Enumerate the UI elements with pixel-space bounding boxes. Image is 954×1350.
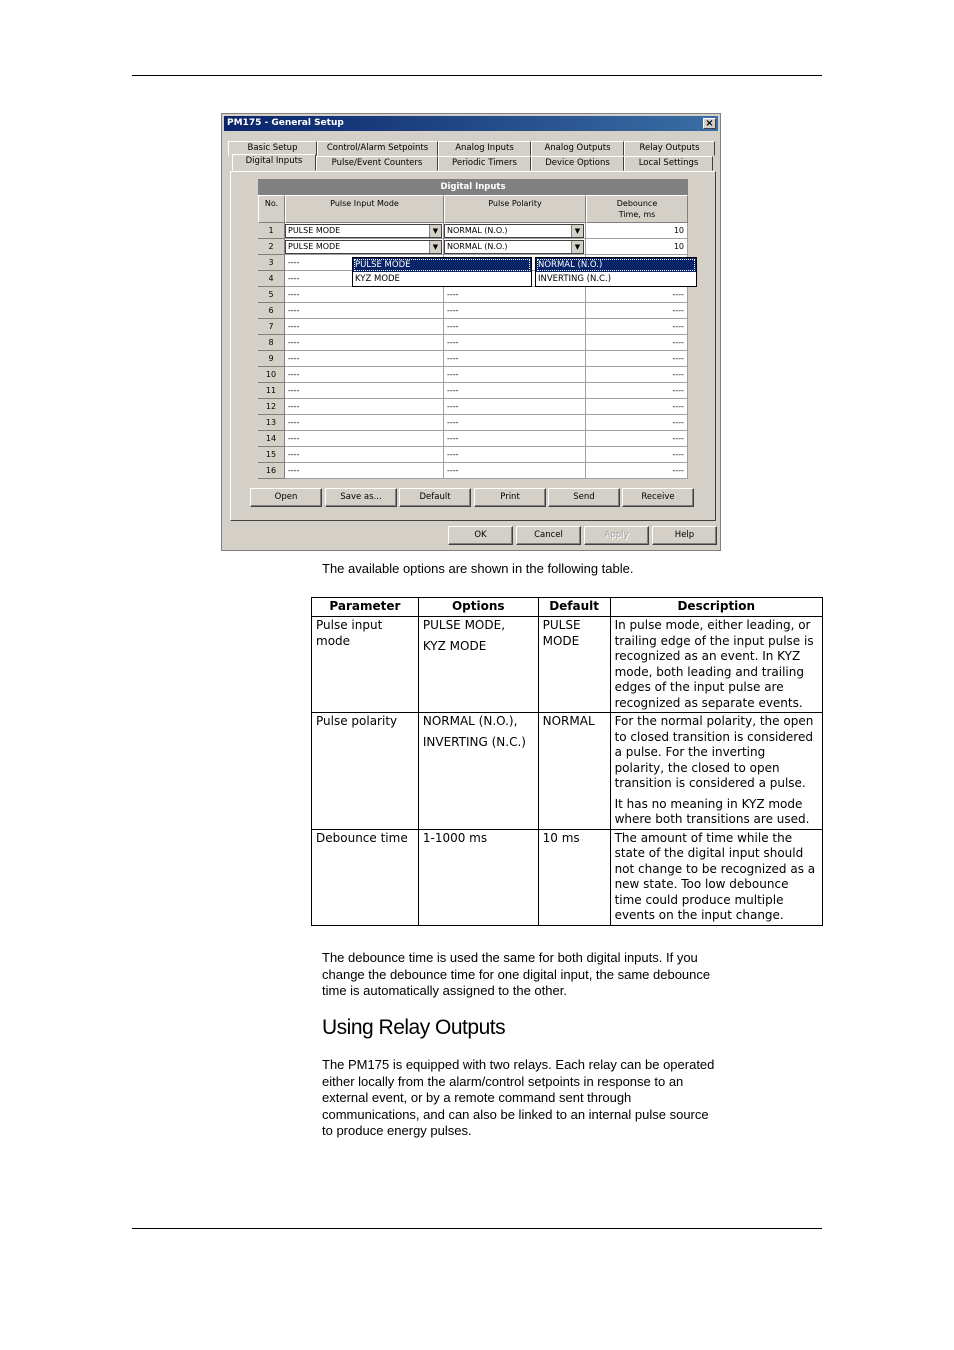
pulse-polarity-cell[interactable]: ---- (444, 319, 586, 335)
pulse-polarity-cell[interactable]: ---- (444, 303, 586, 319)
description-cell: In pulse mode, either leading, or trailing edge of the input pulse is recognized as an event. In KYZ mode, both leading and trailing edges of the input pulse are recognized as separate events. (610, 617, 822, 713)
dialog-title-bar[interactable] (224, 116, 718, 131)
column-header-pulse-polarity: Pulse Polarity (444, 195, 586, 223)
options-cell (418, 617, 538, 713)
header-rule (132, 75, 822, 76)
pulse-polarity-cell[interactable]: ---- (444, 431, 586, 447)
debounce-time-cell[interactable]: ---- (586, 431, 688, 447)
pulse-input-mode-cell[interactable]: ---- (285, 319, 444, 335)
parameter-cell: Pulse input mode (312, 617, 419, 713)
option-value: NORMAL (N.O.), (422, 714, 518, 728)
save-as-button[interactable]: Save as... (325, 488, 397, 507)
tab-analog-inputs[interactable]: Analog Inputs (438, 141, 531, 156)
tab-pulse-event-counters[interactable]: Pulse/Event Counters (316, 156, 438, 171)
table-row (258, 447, 688, 463)
chevron-down-icon[interactable]: ▼ (429, 241, 441, 253)
table-row (258, 319, 688, 335)
select-value: PULSE MODE (288, 242, 341, 251)
row-number: 7 (258, 319, 285, 335)
dropdown-option-pulse-mode[interactable]: PULSE MODE (353, 258, 531, 272)
general-setup-dialog (221, 113, 721, 551)
row-number: 12 (258, 399, 285, 415)
pulse-mode-dropdown-list[interactable] (352, 257, 532, 287)
table-row (258, 399, 688, 415)
pulse-polarity-cell[interactable]: ---- (444, 399, 586, 415)
send-button[interactable]: Send (548, 488, 620, 507)
column-header-debounce-time: Debounce Time, ms (586, 195, 688, 223)
pulse-polarity-cell[interactable]: ---- (444, 383, 586, 399)
table-header-parameter: Parameter (312, 598, 419, 617)
table-row (258, 431, 688, 447)
row-number: 10 (258, 367, 285, 383)
column-header-pulse-input-mode: Pulse Input Mode (285, 195, 444, 223)
table-row (258, 239, 688, 255)
tab-relay-outputs[interactable]: Relay Outputs (624, 141, 715, 156)
parameter-cell: Debounce time (312, 829, 419, 925)
debounce-time-cell[interactable]: 10 (586, 239, 688, 255)
debounce-time-cell[interactable]: ---- (586, 319, 688, 335)
chevron-down-icon[interactable]: ▼ (571, 241, 583, 253)
pulse-input-mode-cell[interactable]: ---- (285, 431, 444, 447)
tab-basic-setup[interactable]: Basic Setup (228, 141, 317, 156)
debounce-time-cell[interactable]: ---- (586, 335, 688, 351)
pulse-input-mode-cell[interactable]: ---- (285, 287, 444, 303)
receive-button[interactable]: Receive (622, 488, 694, 507)
pulse-input-mode-cell[interactable]: ---- (285, 367, 444, 383)
default-cell: 10 ms (538, 829, 610, 925)
options-cell (418, 713, 538, 830)
pulse-polarity-cell[interactable]: ---- (444, 367, 586, 383)
row-number: 16 (258, 463, 285, 479)
default-cell: NORMAL (538, 713, 610, 830)
pulse-input-mode-cell[interactable]: ---- (285, 447, 444, 463)
description-cell (610, 713, 822, 830)
row-number: 9 (258, 351, 285, 367)
select-value: NORMAL (N.O.) (447, 226, 508, 235)
row-number: 8 (258, 335, 285, 351)
option-value: INVERTING (N.C.) (422, 734, 526, 749)
debounce-note: The debounce time is used the same for both digital inputs. If you change the debounce time for one digital input, the same debounce time is automatically assigned to the other. (322, 950, 711, 998)
table-row (258, 367, 688, 383)
table-header-default: Default (538, 598, 610, 617)
row-number: 2 (258, 239, 285, 255)
apply-button[interactable]: Apply (584, 526, 649, 545)
dropdown-option-kyz-mode[interactable]: KYZ MODE (355, 274, 400, 284)
row-number: 6 (258, 303, 285, 319)
tab-digital-inputs[interactable]: Digital Inputs (232, 154, 316, 171)
pulse-polarity-cell[interactable]: ---- (444, 463, 586, 479)
option-value: KYZ MODE (422, 638, 487, 653)
pulse-input-mode-cell[interactable]: ---- (285, 271, 444, 287)
description-paragraph: For the normal polarity, the open to closed transition is considered a pulse. For the inverting polarity, the closed to open transition is considered a pulse. (614, 714, 814, 790)
cancel-button[interactable]: Cancel (516, 526, 581, 545)
print-button[interactable]: Print (474, 488, 546, 507)
debounce-time-cell[interactable]: ---- (586, 367, 688, 383)
row-number: 15 (258, 447, 285, 463)
option-value: PULSE MODE, (422, 618, 506, 632)
debounce-time-cell[interactable]: ---- (586, 383, 688, 399)
row-number: 1 (258, 223, 285, 239)
table-row (258, 223, 688, 239)
pulse-input-mode-cell[interactable]: ---- (285, 335, 444, 351)
debounce-time-cell[interactable]: ---- (586, 447, 688, 463)
pulse-polarity-cell[interactable]: ---- (444, 447, 586, 463)
ok-button[interactable]: OK (448, 526, 513, 545)
row-number: 14 (258, 431, 285, 447)
pulse-input-mode-cell[interactable] (285, 239, 444, 255)
table-header-description: Description (610, 598, 822, 617)
debounce-time-cell[interactable]: 10 (586, 223, 688, 239)
pulse-polarity-cell[interactable] (444, 239, 586, 255)
table-header-options: Options (418, 598, 538, 617)
debounce-time-cell[interactable]: ---- (586, 463, 688, 479)
row-number: 13 (258, 415, 285, 431)
dropdown-option-inverting[interactable]: INVERTING (N.C.) (538, 274, 612, 284)
tab-device-options[interactable]: Device Options (531, 156, 624, 171)
pulse-input-mode-select[interactable] (285, 240, 442, 254)
pulse-polarity-select[interactable] (444, 224, 584, 238)
debounce-time-cell[interactable]: ---- (586, 399, 688, 415)
table-row (258, 383, 688, 399)
pulse-input-mode-select[interactable] (285, 224, 442, 238)
chevron-down-icon[interactable]: ▼ (571, 225, 583, 237)
description-cell: The amount of time while the state of the digital input should not change to be recognized as a new state. Too low debounce time could produce multiple events on the input change. (610, 829, 822, 925)
dropdown-option-normal[interactable]: NORMAL (N.O.) (536, 258, 696, 272)
pulse-polarity-cell[interactable]: ---- (444, 287, 586, 303)
pulse-input-mode-cell[interactable]: ---- (285, 463, 444, 479)
footer-rule (132, 1228, 822, 1229)
pulse-input-mode-cell[interactable]: ---- (285, 383, 444, 399)
debounce-time-cell[interactable]: ---- (586, 303, 688, 319)
table-row (258, 303, 688, 319)
open-button[interactable]: Open (250, 488, 322, 507)
debounce-time-cell[interactable]: ---- (586, 351, 688, 367)
help-button[interactable]: Help (652, 526, 717, 545)
table-row (312, 617, 823, 713)
debounce-time-cell[interactable]: ---- (586, 287, 688, 303)
pulse-polarity-select[interactable] (444, 240, 584, 254)
row-number: 4 (258, 271, 285, 287)
grid-title: Digital Inputs (258, 179, 688, 195)
pulse-polarity-cell[interactable]: ---- (444, 351, 586, 367)
default-cell: PULSE MODE (538, 617, 610, 713)
tab-local-settings[interactable]: Local Settings (624, 156, 713, 171)
pulse-input-mode-cell[interactable]: ---- (285, 303, 444, 319)
pulse-polarity-cell[interactable]: ---- (444, 335, 586, 351)
table-row (258, 287, 688, 303)
description-paragraph: It has no meaning in KYZ mode where both transitions are used. (614, 796, 810, 826)
table-row (258, 463, 688, 479)
table-row (258, 415, 688, 431)
select-value: NORMAL (N.O.) (447, 242, 508, 251)
row-number: 5 (258, 287, 285, 303)
tab-control-alarm-setpoints[interactable]: Control/Alarm Setpoints (317, 141, 438, 156)
debounce-time-cell[interactable]: ---- (586, 415, 688, 431)
row-number: 3 (258, 255, 285, 271)
section-heading: Using Relay Outputs (322, 1016, 506, 1039)
pulse-input-mode-cell[interactable]: ---- (285, 415, 444, 431)
table-row (258, 351, 688, 367)
tab-periodic-timers[interactable]: Periodic Timers (438, 156, 531, 171)
table-row (312, 713, 823, 830)
pulse-input-mode-cell[interactable]: ---- (285, 351, 444, 367)
close-button[interactable]: × (703, 118, 716, 129)
pulse-input-mode-cell[interactable] (285, 223, 444, 239)
dialog-title: PM175 - General Setup (227, 118, 344, 128)
table-row (258, 335, 688, 351)
relay-paragraph: The PM175 is equipped with two relays. Each relay can be operated either locally from the alarm/control setpoints in response to an external event, or by a remote command sent through communications, and can also be linked to an internal pulse source to produce energy pulses. (322, 1057, 715, 1138)
options-table (311, 597, 823, 926)
table-row (312, 829, 823, 925)
options-cell: 1-1000 ms (418, 829, 538, 925)
chevron-down-icon[interactable]: ▼ (429, 225, 441, 237)
pulse-input-mode-cell[interactable]: ---- (285, 399, 444, 415)
pulse-polarity-cell[interactable] (444, 223, 586, 239)
row-number: 11 (258, 383, 285, 399)
pulse-polarity-cell[interactable]: ---- (444, 415, 586, 431)
select-value: PULSE MODE (288, 226, 341, 235)
pulse-input-mode-cell[interactable]: ---- (285, 255, 444, 271)
default-button[interactable]: Default (399, 488, 471, 507)
pulse-polarity-dropdown-list[interactable] (535, 257, 697, 287)
intro-text: The available options are shown in the following table. (322, 561, 634, 576)
parameter-cell: Pulse polarity (312, 713, 419, 830)
tab-analog-outputs[interactable]: Analog Outputs (531, 141, 624, 156)
column-header-no: No. (258, 195, 285, 223)
